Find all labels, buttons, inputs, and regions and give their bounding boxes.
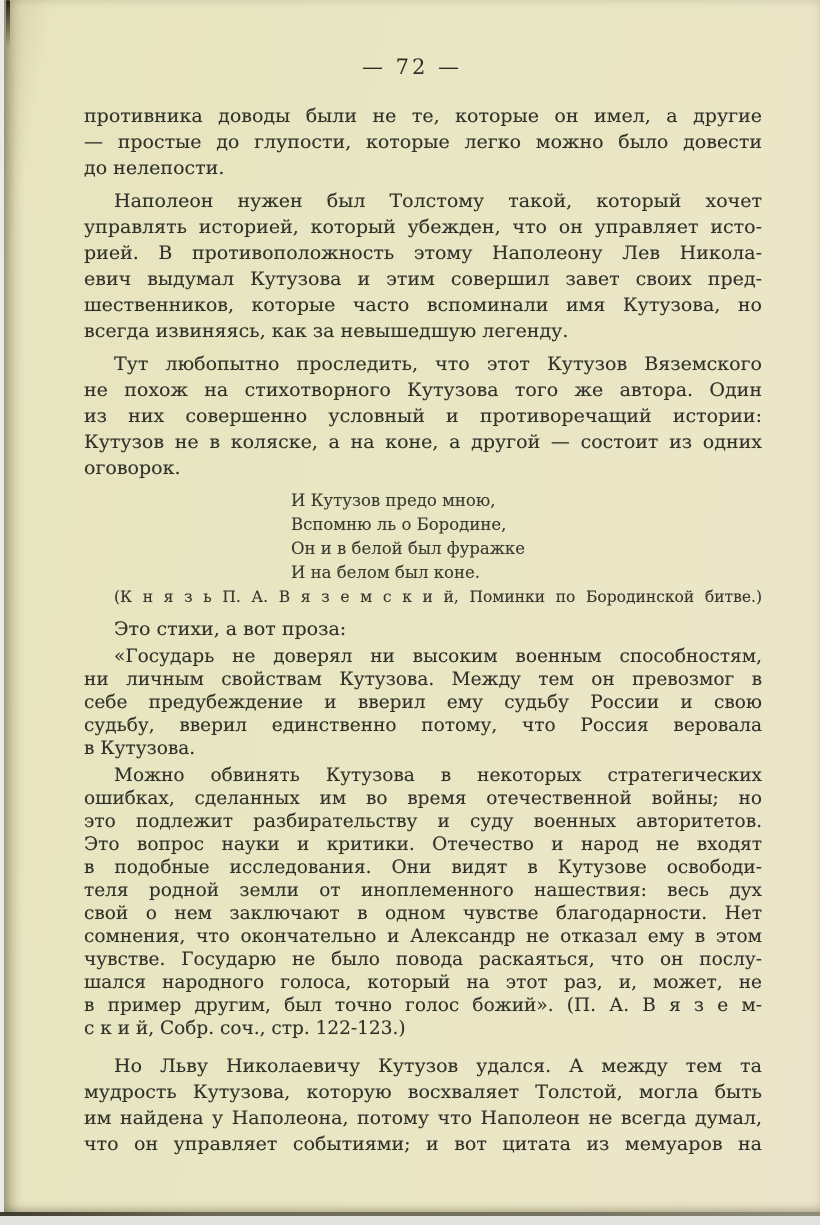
text-line: Это вопрос науки и критики. Отечество и народ не входят (84, 834, 762, 855)
text-line: судьбу, вверил единственно потому, что Россия веровала (84, 715, 762, 736)
verse-line: И на белом был коне. (291, 563, 480, 582)
page-number: — 72 — (361, 55, 463, 79)
paragraph (84, 103, 762, 181)
scanner-bottom-strip (0, 1216, 820, 1225)
text-line: Но Льву Николаевичу Кутузов удался. А между тем та (114, 1055, 762, 1077)
paragraph (84, 1053, 762, 1157)
verse-line: Вспомню ль о Бородине, (291, 515, 507, 534)
text-line: в пример другим, был точно голос божий». (П. А. В я з е м- (84, 995, 762, 1016)
text-line: Это стихи, а вот проза: (114, 618, 347, 640)
scanner-edge-strip (0, 0, 4, 1225)
page-edge-mark (6, 0, 10, 48)
text-line: рией. В противоположность этому Наполеону Лев Никола- (84, 242, 762, 264)
verse-line: Он и в белой был фуражке (291, 539, 525, 558)
text-line: себе предубеждение и вверил ему судьбу России и свою (84, 692, 762, 713)
text-line: оговорок. (84, 457, 181, 479)
verse-block (291, 489, 762, 585)
text-line: что он управляет событиями; и вот цитата из мемуаров на (84, 1133, 762, 1155)
text-line: теля родной земли от иноплеменного нашествия: весь дух (84, 880, 762, 901)
text-line: это подлежит разбирательству и суду военных авторитетов. (84, 811, 762, 832)
text-line: шался народного голоса, который на этот раз, и, может, не (84, 972, 762, 993)
text-line: шественников, которые часто вспоминали имя Кутузова, но (84, 294, 762, 316)
text-line: противника доводы были не те, которые он имел, а другие (84, 105, 762, 127)
text-line: «Государь не доверял ни высоким военным способностям, (114, 646, 762, 667)
text-line: свой о нем заключают в одном чувстве благодарности. Нет (84, 903, 762, 924)
paper-sheet (4, 0, 820, 1212)
text-line: Наполеон нужен был Толстому такой, который хочет (114, 190, 762, 212)
text-line: не похож на стихотворного Кутузова того же автора. Один (84, 379, 762, 401)
text-line: до нелепости. (84, 157, 225, 179)
text-line: чувстве. Государю не было повода раскаяться, что он послу- (84, 949, 762, 970)
text-block (84, 103, 762, 1157)
text-line: ни личным свойствам Кутузова. Между тем он превозмог в (84, 669, 762, 690)
paragraph (84, 188, 762, 344)
paragraph (84, 351, 762, 481)
text-line: из них совершенно условный и противоречащий истории: (84, 405, 762, 427)
text-line: в подобные исследования. Они видят в Кутузове освободи- (84, 857, 762, 878)
paragraph (84, 764, 762, 1040)
text-line: Можно обвинять Кутузова в некоторых стратегических (114, 765, 762, 786)
text-line: — простые до глупости, которые легко можно было довести (84, 131, 762, 153)
verse-citation: (К н я з ь П. А. В я з е м с к и й, Поминки по Бородинской битве.) (114, 588, 762, 606)
text-line: сомнения, что окончательно и Александр не отказал ему в этом (84, 926, 762, 947)
paragraph (84, 645, 762, 760)
text-line: управлять историей, который убежден, что он управляет исто- (84, 216, 762, 238)
verse-line: И Кутузов предо мною, (291, 491, 496, 510)
text-line: Тут любопытно проследить, что этот Кутузов Вяземского (114, 353, 762, 375)
text-line: Кутузов не в коляске, а на коне, а другой — состоит из одних (84, 431, 762, 453)
paragraph (84, 616, 762, 642)
text-line: с к и й, Собр. соч., стр. 122-123.) (84, 1018, 406, 1039)
text-line: евич выдумал Кутузова и этим совершил завет своих пред- (84, 268, 762, 290)
text-line: ошибках, сделанных им во время отечественной войны; но (84, 788, 762, 809)
text-line: мудрость Кутузова, которую восхваляет Толстой, могла быть (84, 1081, 762, 1103)
text-line: всегда извиняясь, как за невышедшую легенду. (84, 320, 569, 342)
text-line: им найдена у Наполеона, потому что Наполеон не всегда думал, (84, 1107, 762, 1129)
text-line: в Кутузова. (84, 738, 196, 759)
